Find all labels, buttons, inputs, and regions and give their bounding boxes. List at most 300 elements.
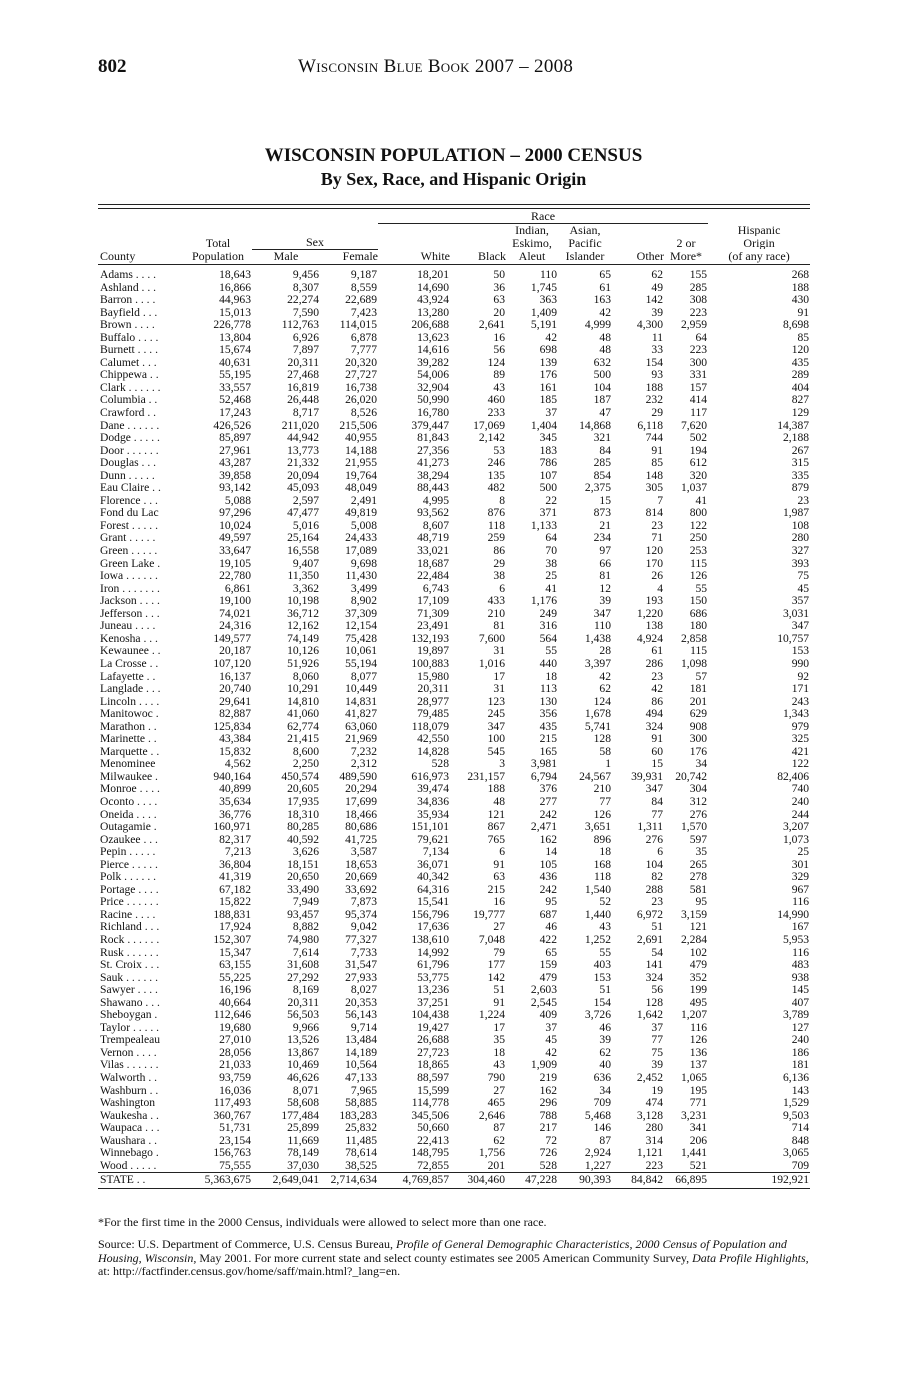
cell-female: 14,189 bbox=[345, 1046, 377, 1059]
cell-asian: 110 bbox=[594, 620, 611, 633]
cell-white: 64,316 bbox=[417, 883, 449, 896]
cell-two-or-more: 95 bbox=[695, 896, 708, 909]
cell-female: 26,020 bbox=[345, 394, 377, 407]
cell-county: Langlade . . . bbox=[100, 683, 161, 696]
cell-two-or-more: 57 bbox=[695, 670, 708, 683]
cell-asian: 77 bbox=[599, 795, 611, 808]
cell-two-or-more: 908 bbox=[689, 720, 708, 733]
cell-other: 276 bbox=[645, 833, 663, 846]
cell-black: 545 bbox=[487, 745, 505, 758]
cell-two-or-more: 66,895 bbox=[664, 1173, 708, 1189]
cell-hispanic: 186 bbox=[791, 1046, 810, 1059]
cell-two-or-more: 199 bbox=[689, 984, 708, 997]
cell-two-or-more: 304 bbox=[689, 783, 708, 796]
cell-white: 32,904 bbox=[417, 381, 449, 394]
cell-total: 15,347 bbox=[219, 946, 251, 959]
cell-asian: 28 bbox=[599, 645, 611, 658]
cell-male: 7,897 bbox=[292, 344, 319, 357]
cell-male: 7,949 bbox=[292, 896, 319, 909]
cell-female: 9,714 bbox=[350, 1021, 377, 1034]
cell-two-or-more: 331 bbox=[689, 369, 708, 382]
cell-two-or-more: 201 bbox=[689, 695, 708, 708]
cell-hispanic: 127 bbox=[791, 1021, 810, 1034]
cell-indian: 37 bbox=[545, 1021, 557, 1034]
cell-white: 50,660 bbox=[417, 1122, 449, 1135]
cell-total: 85,897 bbox=[219, 432, 251, 445]
cell-asian: 5,468 bbox=[584, 1109, 611, 1122]
cell-two-or-more: 223 bbox=[689, 306, 708, 319]
cell-white: 37,251 bbox=[417, 996, 449, 1009]
cell-male: 3,362 bbox=[292, 582, 319, 595]
cell-black: 433 bbox=[487, 595, 505, 608]
cell-black: 89 bbox=[493, 369, 505, 382]
cell-white: 88,597 bbox=[417, 1072, 449, 1084]
cell-total: 43,287 bbox=[219, 457, 251, 470]
cell-county: Waukesha . . bbox=[100, 1109, 159, 1122]
cell-female: 215,506 bbox=[339, 419, 377, 432]
table-row bbox=[98, 470, 810, 483]
cell-female: 20,669 bbox=[345, 871, 377, 884]
cell-black: 876 bbox=[487, 507, 505, 520]
cell-indian: 345 bbox=[539, 432, 557, 445]
cell-total: 23,154 bbox=[219, 1134, 251, 1147]
cell-total: 152,307 bbox=[213, 933, 251, 946]
cell-male: 9,456 bbox=[292, 268, 319, 281]
cell-hispanic: 3,031 bbox=[782, 607, 810, 620]
cell-asian: 118 bbox=[594, 871, 611, 884]
cell-other: 474 bbox=[645, 1097, 663, 1110]
cell-total: 19,100 bbox=[219, 595, 251, 608]
cell-hispanic: 188 bbox=[791, 281, 810, 294]
cell-asian: 34 bbox=[599, 1084, 611, 1097]
cell-two-or-more: 1,570 bbox=[680, 821, 708, 834]
cell-white: 148,795 bbox=[411, 1147, 449, 1160]
cell-other: 314 bbox=[645, 1134, 663, 1147]
cell-white: 54,006 bbox=[417, 369, 449, 382]
cell-asian: 58 bbox=[599, 745, 611, 758]
cell-asian: 854 bbox=[593, 469, 611, 482]
cell-total: 75,555 bbox=[219, 1159, 251, 1172]
cell-other: 15 bbox=[651, 758, 663, 771]
cell-other: 26 bbox=[651, 570, 663, 583]
cell-male: 2,649,041 bbox=[252, 1173, 320, 1189]
cell-total: 10,024 bbox=[219, 519, 251, 532]
cell-female: 9,698 bbox=[350, 557, 377, 570]
cell-female: 2,312 bbox=[350, 758, 377, 771]
cell-two-or-more: 3,231 bbox=[680, 1109, 708, 1122]
cell-white: 4,995 bbox=[422, 494, 449, 507]
cell-white: 104,438 bbox=[411, 1009, 449, 1022]
cell-white: 118,079 bbox=[411, 720, 449, 733]
cell-total: 112,646 bbox=[213, 1009, 251, 1022]
cell-county: Ozaukee . . . bbox=[100, 833, 158, 846]
cell-white: 18,201 bbox=[417, 268, 449, 281]
cell-other: 19 bbox=[651, 1084, 663, 1097]
cell-white: 19,897 bbox=[417, 645, 449, 658]
cell-white: 16,780 bbox=[417, 407, 449, 420]
table-row bbox=[98, 1147, 810, 1160]
table-row bbox=[98, 558, 810, 571]
cell-black: 29 bbox=[493, 557, 505, 570]
cell-total: 4,562 bbox=[224, 758, 251, 771]
cell-total: 93,142 bbox=[219, 482, 251, 495]
cell-other: 138 bbox=[645, 620, 663, 633]
cell-female: 8,902 bbox=[350, 595, 377, 608]
table-row bbox=[98, 821, 810, 834]
cell-male: 27,292 bbox=[287, 971, 319, 984]
cell-black: 123 bbox=[487, 695, 505, 708]
cell-county: La Crosse . . bbox=[100, 657, 159, 670]
cell-asian: 55 bbox=[599, 946, 611, 959]
cell-black: 50 bbox=[493, 268, 505, 281]
cell-other: 188 bbox=[645, 381, 663, 394]
cell-asian: 62 bbox=[599, 683, 611, 696]
table-row bbox=[98, 1110, 810, 1123]
cell-black: 62 bbox=[493, 1134, 505, 1147]
cell-male: 37,030 bbox=[287, 1159, 319, 1172]
cell-total: 33,647 bbox=[219, 545, 251, 558]
cell-total: 16,036 bbox=[219, 1084, 251, 1097]
cell-white: 14,828 bbox=[417, 745, 449, 758]
cell-black: 6 bbox=[499, 846, 505, 859]
table-row bbox=[98, 382, 810, 395]
cell-total: 149,577 bbox=[213, 632, 251, 645]
cell-black: 121 bbox=[487, 808, 505, 821]
cell-total: 82,887 bbox=[219, 708, 251, 721]
cell-black: 38 bbox=[493, 570, 505, 583]
cell-other: 93 bbox=[651, 369, 663, 382]
cell-other: 61 bbox=[651, 645, 663, 658]
cell-indian: 376 bbox=[539, 783, 557, 796]
cell-indian: 105 bbox=[539, 858, 557, 871]
cell-indian: 22 bbox=[545, 494, 557, 507]
table-row bbox=[98, 846, 810, 859]
table-row bbox=[98, 583, 810, 596]
cell-other: 4,300 bbox=[636, 319, 663, 332]
header-white: White bbox=[378, 249, 450, 265]
header-asian-2: Pacific bbox=[568, 236, 602, 249]
cell-two-or-more: 136 bbox=[689, 1046, 708, 1059]
cell-white: 42,550 bbox=[417, 733, 449, 746]
cell-other: 77 bbox=[651, 808, 663, 821]
cell-black: 86 bbox=[493, 545, 505, 558]
cell-female: 12,154 bbox=[345, 620, 377, 633]
source-note bbox=[98, 1238, 818, 1279]
cell-hispanic: 435 bbox=[791, 356, 810, 369]
cell-indian: 110 bbox=[540, 268, 557, 281]
cell-male: 9,407 bbox=[292, 557, 319, 570]
cell-male: 7,614 bbox=[292, 946, 319, 959]
cell-asian: 65 bbox=[599, 268, 611, 281]
cell-male: 25,899 bbox=[287, 1122, 319, 1135]
cell-male: 47,477 bbox=[287, 507, 319, 520]
header-hispanic-1: Hispanic bbox=[737, 223, 781, 236]
cell-asian: 104 bbox=[593, 381, 611, 394]
cell-asian: 87 bbox=[599, 1134, 611, 1147]
table-row bbox=[98, 357, 810, 370]
table-row bbox=[98, 708, 810, 721]
cell-asian: 12 bbox=[599, 582, 611, 595]
cell-male: 20,650 bbox=[287, 871, 319, 884]
cell-female: 25,832 bbox=[345, 1122, 377, 1135]
cell-asian: 52 bbox=[599, 896, 611, 909]
cell-two-or-more: 176 bbox=[689, 745, 708, 758]
table-row bbox=[98, 294, 810, 307]
cell-black: 7,048 bbox=[478, 933, 505, 946]
cell-hispanic: 75 bbox=[797, 570, 810, 583]
cell-two-or-more: 278 bbox=[689, 871, 708, 884]
cell-county: Adams . . . . bbox=[100, 268, 157, 281]
header-black: Black bbox=[450, 249, 506, 265]
cell-total: 20,187 bbox=[219, 645, 251, 658]
cell-two-or-more: 597 bbox=[689, 833, 708, 846]
cell-female: 77,327 bbox=[345, 933, 377, 946]
cell-other: 37 bbox=[651, 1021, 663, 1034]
table-row bbox=[98, 984, 810, 997]
cell-other: 1,311 bbox=[637, 821, 663, 834]
cell-male: 10,291 bbox=[287, 683, 319, 696]
cell-other: 56 bbox=[651, 984, 663, 997]
cell-indian: 46 bbox=[545, 921, 557, 934]
cell-two-or-more: 686 bbox=[689, 607, 708, 620]
cell-two-or-more: 1,098 bbox=[680, 657, 708, 670]
cell-other: 286 bbox=[645, 657, 663, 670]
cell-hispanic: 10,757 bbox=[777, 632, 810, 645]
cell-hispanic: 240 bbox=[791, 1034, 810, 1047]
cell-total: 226,778 bbox=[213, 319, 251, 332]
cell-asian: 873 bbox=[593, 507, 611, 520]
header-hispanic-3: (of any race) bbox=[708, 249, 810, 265]
cell-indian: 14 bbox=[545, 846, 557, 859]
cell-total: 55,225 bbox=[219, 971, 251, 984]
cell-total: 44,963 bbox=[219, 294, 251, 307]
cell-male: 20,605 bbox=[287, 783, 319, 796]
cell-asian: 66 bbox=[599, 557, 611, 570]
cell-total: 63,155 bbox=[219, 959, 251, 972]
cell-county: Green Lake . bbox=[100, 557, 161, 570]
header-female: Female bbox=[320, 249, 378, 265]
cell-county: Grant . . . . . bbox=[100, 532, 156, 545]
cell-two-or-more: 126 bbox=[689, 570, 708, 583]
cell-asian: 1,227 bbox=[584, 1159, 611, 1172]
cell-two-or-more: 521 bbox=[689, 1159, 708, 1172]
cell-black: 347 bbox=[487, 720, 505, 733]
cell-total: 67,182 bbox=[219, 883, 251, 896]
cell-other: 2,452 bbox=[636, 1072, 663, 1084]
cell-male: 33,490 bbox=[287, 883, 319, 896]
cell-hispanic: 404 bbox=[791, 381, 810, 394]
cell-two-or-more: 7,620 bbox=[680, 419, 708, 432]
cell-two-or-more: 581 bbox=[689, 883, 708, 896]
cell-indian: 1,409 bbox=[530, 306, 557, 319]
cell-white: 7,134 bbox=[422, 846, 449, 859]
cell-total: 40,664 bbox=[219, 996, 251, 1009]
cell-female: 10,061 bbox=[345, 645, 377, 658]
cell-male: 8,882 bbox=[292, 921, 319, 934]
cell-other: 305 bbox=[645, 482, 663, 495]
cell-hispanic: 335 bbox=[791, 469, 810, 482]
cell-two-or-more: 312 bbox=[689, 795, 708, 808]
cell-indian: 1,909 bbox=[530, 1059, 557, 1072]
cell-total: 41,319 bbox=[219, 871, 251, 884]
cell-hispanic: 979 bbox=[791, 720, 810, 733]
cell-hispanic: 108 bbox=[791, 519, 810, 532]
table-row bbox=[98, 783, 810, 796]
cell-female: 38,525 bbox=[345, 1159, 377, 1172]
cell-other: 51 bbox=[651, 921, 663, 934]
cell-total: 5,363,675 bbox=[184, 1173, 252, 1189]
cell-black: 2,142 bbox=[478, 432, 505, 445]
cell-white: 61,796 bbox=[417, 959, 449, 972]
cell-white: 19,427 bbox=[417, 1021, 449, 1034]
cell-female: 19,764 bbox=[345, 469, 377, 482]
cell-black: 48 bbox=[493, 795, 505, 808]
cell-white: 17,109 bbox=[417, 595, 449, 608]
cell-indian: 185 bbox=[539, 394, 557, 407]
cell-female: 11,430 bbox=[345, 570, 377, 583]
cell-female: 17,699 bbox=[345, 795, 377, 808]
cell-county: Waushara . . bbox=[100, 1134, 158, 1147]
cell-two-or-more: 206 bbox=[689, 1134, 708, 1147]
cell-female: 14,831 bbox=[345, 695, 377, 708]
cell-white: 36,071 bbox=[417, 858, 449, 871]
cell-hispanic: 357 bbox=[791, 595, 810, 608]
cell-two-or-more: 495 bbox=[689, 996, 708, 1009]
cell-two-or-more: 150 bbox=[689, 595, 708, 608]
cell-hispanic: 167 bbox=[791, 921, 810, 934]
cell-two-or-more: 35 bbox=[695, 846, 708, 859]
cell-hispanic: 122 bbox=[791, 758, 810, 771]
cell-female: 55,194 bbox=[345, 657, 377, 670]
cell-female: 33,692 bbox=[345, 883, 377, 896]
cell-black: 79 bbox=[493, 946, 505, 959]
header-asian-1: Asian, bbox=[569, 223, 601, 236]
cell-county: Kewaunee . . bbox=[100, 645, 161, 658]
table-row bbox=[98, 1022, 810, 1035]
cell-total: 82,317 bbox=[219, 833, 251, 846]
cell-white: 27,356 bbox=[417, 444, 449, 457]
cell-two-or-more: 137 bbox=[689, 1059, 708, 1072]
cell-other: 223 bbox=[645, 1159, 663, 1172]
cell-county: Buffalo . . . . bbox=[100, 331, 159, 344]
cell-female: 40,955 bbox=[345, 432, 377, 445]
cell-female: 2,491 bbox=[350, 494, 377, 507]
cell-county: Shawano . . . bbox=[100, 996, 160, 1009]
cell-male: 13,867 bbox=[287, 1046, 319, 1059]
cell-black: 17 bbox=[493, 1021, 505, 1034]
cell-indian: 687 bbox=[539, 908, 557, 921]
cell-male: 450,574 bbox=[281, 770, 319, 783]
cell-two-or-more: 612 bbox=[689, 457, 708, 470]
cell-white: 38,294 bbox=[417, 469, 449, 482]
cell-indian: 296 bbox=[539, 1097, 557, 1110]
population-table-wrap bbox=[98, 210, 810, 1189]
cell-male: 45,093 bbox=[287, 482, 319, 495]
cell-indian: 42 bbox=[545, 1046, 557, 1059]
cell-two-or-more: 2,858 bbox=[680, 632, 708, 645]
table-row bbox=[98, 721, 810, 734]
cell-other: 29 bbox=[651, 407, 663, 420]
cell-female: 18,653 bbox=[345, 858, 377, 871]
cell-black: 7,600 bbox=[478, 632, 505, 645]
cell-indian: 38 bbox=[545, 557, 557, 570]
cell-other: 33 bbox=[651, 344, 663, 357]
cell-county: Bayfield . . . bbox=[100, 306, 158, 319]
cell-black: 201 bbox=[487, 1159, 505, 1172]
cell-male: 14,810 bbox=[287, 695, 319, 708]
table-row bbox=[98, 671, 810, 684]
cell-hispanic: 1,073 bbox=[782, 833, 810, 846]
cell-black: 81 bbox=[493, 620, 505, 633]
cell-total: 188,831 bbox=[213, 908, 251, 921]
cell-county: Sawyer . . . . bbox=[100, 984, 158, 997]
cell-male: 8,169 bbox=[292, 984, 319, 997]
cell-indian: 479 bbox=[539, 971, 557, 984]
cell-other: 128 bbox=[645, 996, 663, 1009]
cell-white: 22,413 bbox=[417, 1134, 449, 1147]
cell-indian: 219 bbox=[539, 1072, 557, 1084]
cell-hispanic: 171 bbox=[791, 683, 810, 696]
cell-male: 5,016 bbox=[292, 519, 319, 532]
cell-hispanic: 85 bbox=[797, 331, 810, 344]
cell-county: Jefferson . . . bbox=[100, 607, 160, 620]
cell-total: 125,834 bbox=[213, 720, 251, 733]
cell-hispanic: 3,065 bbox=[782, 1147, 810, 1160]
cell-hispanic: 315 bbox=[791, 457, 810, 470]
cell-county: Columbia . . bbox=[100, 394, 158, 407]
cell-county: Lafayette . . bbox=[100, 670, 156, 683]
cell-total: 426,526 bbox=[213, 419, 251, 432]
cell-asian: 187 bbox=[593, 394, 611, 407]
cell-indian: 422 bbox=[539, 933, 557, 946]
cell-hispanic: 116 bbox=[792, 946, 810, 959]
cell-other: 148 bbox=[645, 469, 663, 482]
cell-female: 58,885 bbox=[345, 1097, 377, 1110]
cell-hispanic: 709 bbox=[791, 1159, 810, 1172]
cell-asian: 1,440 bbox=[584, 908, 611, 921]
cell-county: STATE . . bbox=[98, 1173, 184, 1189]
cell-other: 193 bbox=[645, 595, 663, 608]
cell-asian: 3,726 bbox=[584, 1009, 611, 1022]
cell-indian: 159 bbox=[539, 959, 557, 972]
cell-two-or-more: 265 bbox=[689, 858, 708, 871]
cell-male: 2,597 bbox=[292, 494, 319, 507]
cell-hispanic: 740 bbox=[791, 783, 810, 796]
header-total-1: Total bbox=[205, 236, 231, 249]
cell-hispanic: 329 bbox=[791, 871, 810, 884]
cell-male: 10,469 bbox=[287, 1059, 319, 1072]
cell-asian: 3,397 bbox=[584, 657, 611, 670]
cell-county: Dodge . . . . . bbox=[100, 432, 160, 445]
cell-indian: 1,745 bbox=[530, 281, 557, 294]
cell-white: 34,836 bbox=[417, 795, 449, 808]
cell-county: Wood . . . . . bbox=[100, 1159, 157, 1172]
cell-indian: 435 bbox=[539, 720, 557, 733]
cell-black: 1,756 bbox=[478, 1147, 505, 1160]
cell-two-or-more: 300 bbox=[689, 356, 708, 369]
cell-two-or-more: 1,207 bbox=[680, 1009, 708, 1022]
cell-black: 259 bbox=[487, 532, 505, 545]
cell-white: 39,282 bbox=[417, 356, 449, 369]
cell-indian: 3,981 bbox=[530, 758, 557, 771]
cell-hispanic: 6,136 bbox=[782, 1072, 810, 1084]
table-row bbox=[98, 1135, 810, 1148]
cell-male: 10,126 bbox=[287, 645, 319, 658]
cell-male: 93,457 bbox=[287, 908, 319, 921]
table-row bbox=[98, 909, 810, 922]
table-row bbox=[98, 796, 810, 809]
cell-male: 8,717 bbox=[292, 407, 319, 420]
